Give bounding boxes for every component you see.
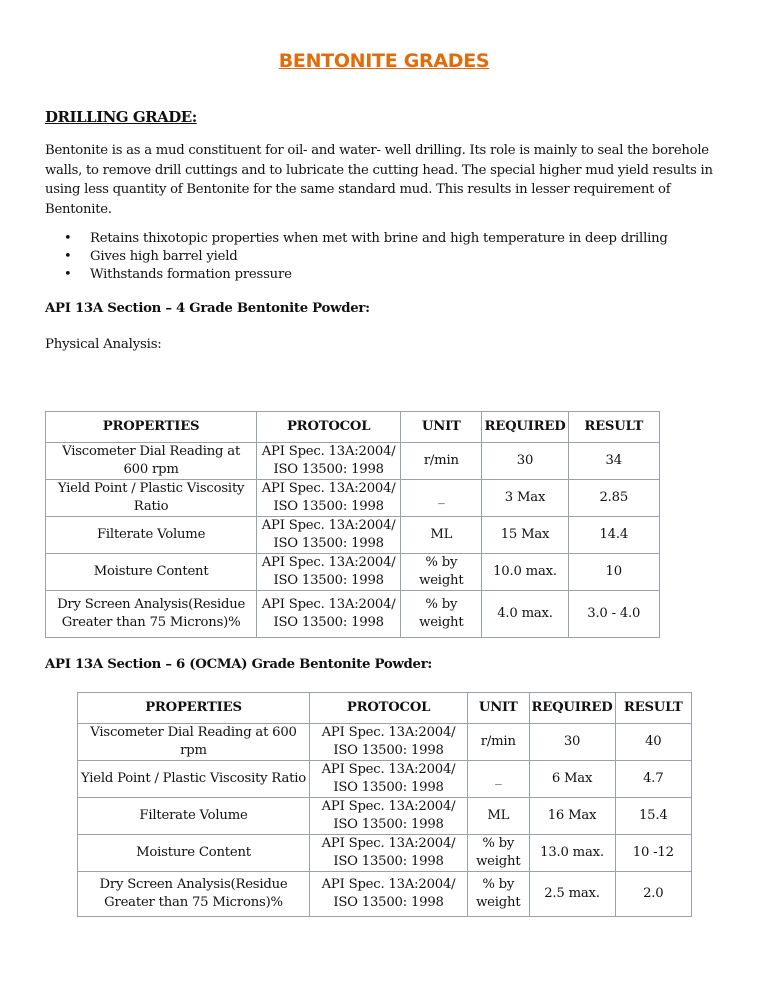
column-header: UNIT bbox=[468, 693, 529, 724]
table1-subheading: Physical Analysis: bbox=[45, 337, 162, 352]
list-item: • Withstands formation pressure bbox=[62, 266, 668, 284]
table-cell: 14.4 bbox=[568, 517, 660, 554]
table-cell: Filterate Volume bbox=[78, 798, 310, 835]
table-cell: API Spec. 13A:2004/ ISO 13500: 1998 bbox=[257, 554, 401, 591]
table-cell: Viscometer Dial Reading at 600 rpm bbox=[46, 443, 257, 480]
feature-list bbox=[62, 230, 668, 284]
table2-heading: API 13A Section – 6 (OCMA) Grade Bentonite Powder: bbox=[45, 657, 433, 672]
table-cell: 34 bbox=[568, 443, 660, 480]
table-cell: Viscometer Dial Reading at 600 rpm bbox=[78, 724, 310, 761]
table-cell: % by weight bbox=[401, 591, 482, 638]
table-row bbox=[46, 591, 660, 638]
table-cell: 10 bbox=[568, 554, 660, 591]
table-cell: API Spec. 13A:2004/ ISO 13500: 1998 bbox=[310, 835, 468, 872]
table-cell: Filterate Volume bbox=[46, 517, 257, 554]
table-cell: 2.0 bbox=[615, 872, 691, 917]
section-heading: DRILLING GRADE: bbox=[45, 108, 197, 126]
column-header: RESULT bbox=[568, 412, 660, 443]
table-cell: 10.0 max. bbox=[482, 554, 568, 591]
table-cell: 2.5 max. bbox=[529, 872, 615, 917]
column-header: UNIT bbox=[401, 412, 482, 443]
table-cell: 2.85 bbox=[568, 480, 660, 517]
table-cell: r/min bbox=[468, 724, 529, 761]
table-cell: API Spec. 13A:2004/ ISO 13500: 1998 bbox=[257, 591, 401, 638]
column-header: PROPERTIES bbox=[78, 693, 310, 724]
column-header: PROPERTIES bbox=[46, 412, 257, 443]
table-row bbox=[78, 872, 692, 917]
column-header: REQUIRED bbox=[529, 693, 615, 724]
table-cell: 3.0 - 4.0 bbox=[568, 591, 660, 638]
grade6-table bbox=[77, 692, 692, 917]
table-cell: Yield Point / Plastic Viscosity Ratio bbox=[46, 480, 257, 517]
table-row bbox=[78, 798, 692, 835]
table-cell: % by weight bbox=[468, 835, 529, 872]
table-cell: Moisture Content bbox=[46, 554, 257, 591]
table-cell: 30 bbox=[482, 443, 568, 480]
table-cell: % by weight bbox=[468, 872, 529, 917]
table-cell: Dry Screen Analysis(Residue Greater than 75 Microns)% bbox=[46, 591, 257, 638]
intro-paragraph: Bentonite is as a mud constituent for oil- and water- well drilling. Its role is mainly to seal the borehole walls, to remove drill cuttings and to lubricate the cutting head. The special higher mud yield results in using less quantity of Bentonite for the same standard mud. This results in lesser requirement of Bentonite. bbox=[45, 143, 713, 217]
column-header: PROTOCOL bbox=[257, 412, 401, 443]
table-cell: r/min bbox=[401, 443, 482, 480]
table-cell: API Spec. 13A:2004/ ISO 13500: 1998 bbox=[257, 443, 401, 480]
page-title: BENTONITE GRADES bbox=[278, 50, 490, 72]
table-cell: % by weight bbox=[401, 554, 482, 591]
table-cell: Moisture Content bbox=[78, 835, 310, 872]
table1-heading: API 13A Section – 4 Grade Bentonite Powder: bbox=[45, 301, 370, 316]
table-cell: _ bbox=[468, 761, 529, 798]
table-cell: 15 Max bbox=[482, 517, 568, 554]
table-cell: 4.7 bbox=[615, 761, 691, 798]
table-cell: API Spec. 13A:2004/ ISO 13500: 1998 bbox=[257, 480, 401, 517]
table-cell: API Spec. 13A:2004/ ISO 13500: 1998 bbox=[310, 872, 468, 917]
table-row bbox=[46, 480, 660, 517]
table-cell: 4.0 max. bbox=[482, 591, 568, 638]
column-header: RESULT bbox=[615, 693, 691, 724]
column-header: PROTOCOL bbox=[310, 693, 468, 724]
table-cell: API Spec. 13A:2004/ ISO 13500: 1998 bbox=[310, 798, 468, 835]
list-item: • Gives high barrel yield bbox=[62, 248, 668, 266]
table-cell: 13.0 max. bbox=[529, 835, 615, 872]
table-cell: 3 Max bbox=[482, 480, 568, 517]
table-cell: Yield Point / Plastic Viscosity Ratio bbox=[78, 761, 310, 798]
table-cell: 6 Max bbox=[529, 761, 615, 798]
table-row bbox=[78, 761, 692, 798]
table-row bbox=[46, 517, 660, 554]
table-row bbox=[78, 835, 692, 872]
table-cell: ML bbox=[401, 517, 482, 554]
table-cell: 16 Max bbox=[529, 798, 615, 835]
table-cell: _ bbox=[401, 480, 482, 517]
table-row bbox=[78, 724, 692, 761]
column-header: REQUIRED bbox=[482, 412, 568, 443]
table-cell: Dry Screen Analysis(Residue Greater than 75 Microns)% bbox=[78, 872, 310, 917]
table-row bbox=[46, 554, 660, 591]
table-cell: ML bbox=[468, 798, 529, 835]
table-cell: 40 bbox=[615, 724, 691, 761]
list-item: • Retains thixotopic properties when met with brine and high temperature in deep drilling bbox=[62, 230, 668, 248]
table-cell: 10 -12 bbox=[615, 835, 691, 872]
table-cell: API Spec. 13A:2004/ ISO 13500: 1998 bbox=[310, 761, 468, 798]
table-cell: 15.4 bbox=[615, 798, 691, 835]
table-row bbox=[46, 443, 660, 480]
table-cell: API Spec. 13A:2004/ ISO 13500: 1998 bbox=[257, 517, 401, 554]
grade4-table bbox=[45, 411, 660, 638]
table-cell: API Spec. 13A:2004/ ISO 13500: 1998 bbox=[310, 724, 468, 761]
table-cell: 30 bbox=[529, 724, 615, 761]
table-header-row bbox=[78, 693, 692, 724]
table-header-row bbox=[46, 412, 660, 443]
